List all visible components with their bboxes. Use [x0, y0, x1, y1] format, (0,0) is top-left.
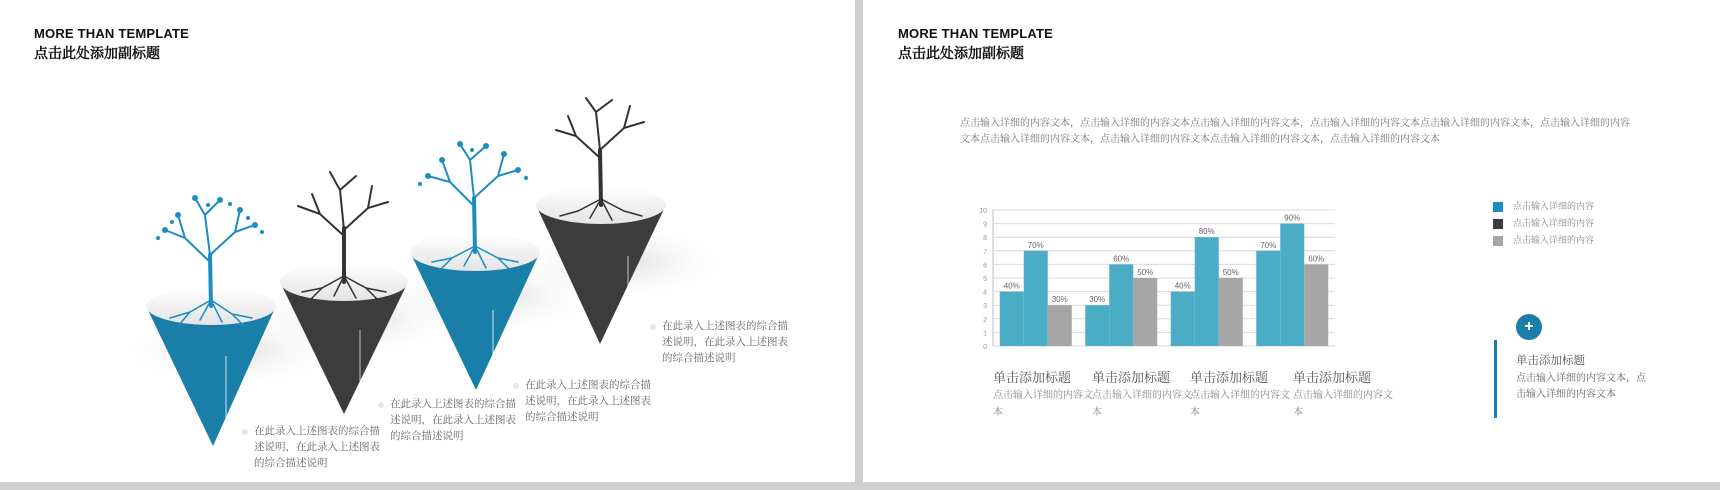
caption-1[interactable] — [254, 423, 382, 471]
bar-chart — [963, 200, 1343, 360]
data-label: 40% — [1174, 281, 1191, 291]
category-block-2[interactable] — [1092, 369, 1192, 421]
bar — [1133, 278, 1157, 346]
note-title[interactable]: 单击添加标题 — [1516, 355, 1585, 367]
category-block-4[interactable] — [1293, 369, 1393, 421]
y-tick-label: 9 — [983, 221, 987, 229]
left-slide — [0, 0, 855, 482]
bar — [1085, 305, 1109, 346]
legend-item — [1493, 200, 1594, 217]
caption-text: 在此录入上述图表的综合描述说明，在此录入上述图表的综合描述说明 — [662, 320, 788, 364]
legend-swatch-1 — [1493, 202, 1503, 212]
intro-text[interactable]: 点击输入详细的内容文本，点击输入详细的内容文本点击输入详细的内容文本，点击输入详细的内容文本点击输入详细的内容文本，点击输入详细的内容文本点击输入详细的内容文本，点击输入详细的内容文本点击输入详细的内容文本，点击输入详细的内容文本 — [960, 118, 1630, 145]
legend-label: 点击输入详细的内容 — [1513, 201, 1595, 211]
legend-swatch-3 — [1493, 236, 1503, 246]
data-label: 80% — [1198, 227, 1215, 237]
bar — [1280, 224, 1304, 346]
caption-dot — [513, 383, 519, 389]
data-label: 60% — [1113, 254, 1130, 264]
plus-icon[interactable]: + — [1516, 314, 1542, 340]
data-label: 40% — [1003, 281, 1020, 291]
bar — [1195, 237, 1219, 346]
bar-chart-svg — [963, 200, 1343, 360]
legend-label: 点击输入详细的内容 — [1513, 235, 1595, 245]
legend-label: 点击输入详细的内容 — [1513, 218, 1595, 228]
category-desc: 点击输入详细的内容文本 — [993, 390, 1093, 418]
y-tick-label: 5 — [983, 276, 987, 283]
slide-subtitle[interactable]: 点击此处添加副标题 — [898, 45, 1024, 61]
accent-bar — [1494, 340, 1497, 418]
cone-1 — [146, 195, 276, 446]
category-desc: 点击输入详细的内容文本 — [1092, 390, 1192, 418]
y-tick-label: 0 — [983, 344, 987, 351]
caption-text: 在此录入上述图表的综合描述说明，在此录入上述图表的综合描述说明 — [390, 398, 516, 442]
y-tick-label: 2 — [983, 316, 987, 324]
category-title: 单击添加标题 — [1092, 370, 1171, 385]
legend-item — [1493, 217, 1594, 234]
y-tick-label: 10 — [979, 208, 987, 215]
category-title: 单击添加标题 — [1293, 370, 1372, 385]
bar — [1256, 251, 1280, 346]
caption-dot — [242, 429, 248, 435]
caption-text: 在此录入上述图表的综合描述说明，在此录入上述图表的综合描述说明 — [525, 379, 651, 423]
note-desc[interactable]: 点击输入详细的内容文本，点击输入详细的内容文本 — [1516, 373, 1646, 400]
y-tick-label: 7 — [983, 248, 987, 256]
y-tick-label: 1 — [983, 330, 987, 338]
data-label: 60% — [1308, 254, 1325, 264]
right-slide — [863, 0, 1720, 482]
data-label: 70% — [1027, 240, 1044, 250]
brand-title: MORE THAN TEMPLATE — [34, 26, 190, 41]
caption-4[interactable] — [662, 318, 790, 366]
bar — [1000, 292, 1024, 346]
data-label: 50% — [1137, 268, 1154, 277]
data-label: 50% — [1222, 268, 1239, 277]
data-label: 90% — [1284, 213, 1301, 223]
caption-text: 在此录入上述图表的综合描述说明，在此录入上述图表的综合描述说明 — [254, 425, 380, 469]
bar — [1024, 251, 1048, 346]
slide-subtitle[interactable]: 点击此处添加副标题 — [34, 45, 160, 61]
bar — [1304, 264, 1328, 346]
category-title: 单击添加标题 — [993, 370, 1072, 385]
brand-title: MORE THAN TEMPLATE — [898, 26, 1054, 41]
caption-2[interactable] — [390, 396, 518, 444]
chart-legend — [1493, 200, 1594, 251]
category-title: 单击添加标题 — [1190, 370, 1269, 385]
y-tick-label: 8 — [983, 235, 987, 243]
y-tick-label: 3 — [983, 303, 987, 311]
legend-item — [1493, 234, 1594, 251]
data-label: 70% — [1260, 240, 1277, 250]
bar — [1219, 278, 1243, 346]
caption-dot — [650, 324, 656, 330]
y-tick-label: 4 — [983, 289, 987, 297]
cone-3 — [410, 141, 540, 390]
legend-swatch-2 — [1493, 219, 1503, 229]
bar — [1109, 264, 1133, 346]
data-label: 30% — [1051, 295, 1068, 305]
data-label: 30% — [1089, 295, 1106, 305]
y-tick-label: 6 — [983, 262, 987, 270]
category-block-1[interactable] — [993, 369, 1093, 421]
bar — [1171, 292, 1195, 346]
caption-dot — [378, 402, 384, 408]
bar — [1048, 305, 1072, 346]
category-desc: 点击输入详细的内容文本 — [1293, 390, 1393, 418]
category-block-3[interactable] — [1190, 369, 1290, 421]
caption-3[interactable] — [525, 377, 653, 425]
category-desc: 点击输入详细的内容文本 — [1190, 390, 1290, 418]
